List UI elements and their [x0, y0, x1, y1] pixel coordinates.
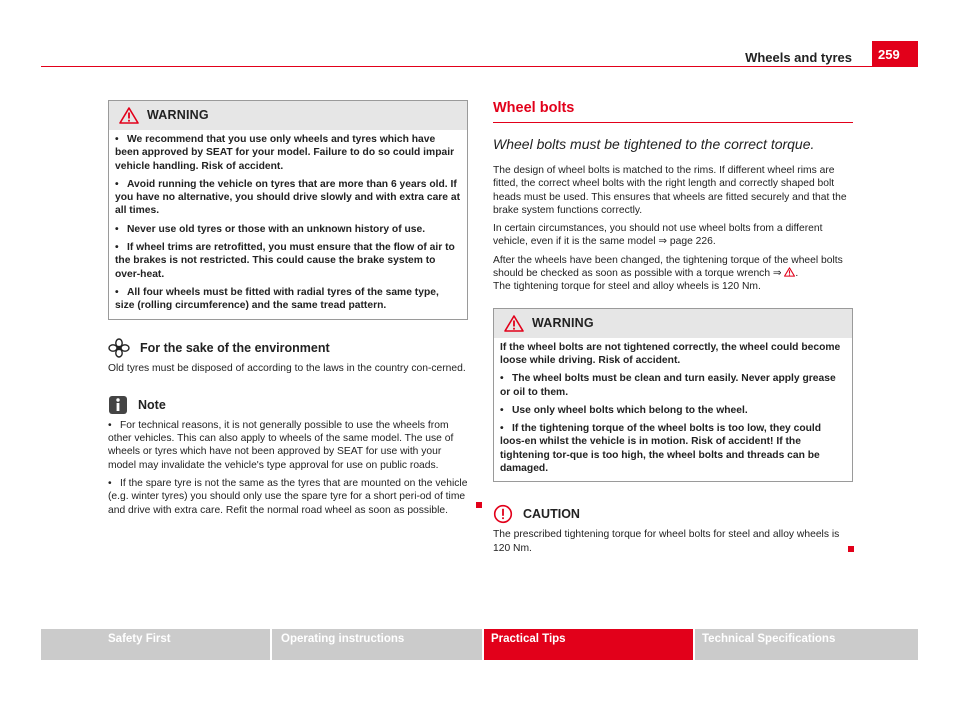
warning-body [109, 130, 467, 319]
caution-exclamation-icon [493, 504, 513, 524]
running-title: Wheels and tyres [745, 50, 852, 65]
environment-text: Old tyres must be disposed of according to the laws in the country con-cerned. [108, 362, 466, 374]
warning-item: • The wheel bolts must be clean and turn easily. Never apply grease or oil to them. [500, 373, 836, 398]
warning-item: • All four wheels must be fitted with radial tyres of the same type, size (rolling circumference) and the same tread pattern. [115, 286, 439, 312]
warning-triangle-icon [784, 267, 795, 277]
end-marker-icon [848, 546, 854, 552]
note-info-icon [108, 395, 128, 415]
caution-text: The prescribed tightening torque for wheel bolts for steel and alloy wheels is 120 Nm. [493, 528, 853, 555]
warning-item: • If wheel trims are retrofitted, you must ensure that the flow of air to the brakes is not restricted. This could cause the brake system to over-heat. [115, 242, 455, 280]
end-marker-icon [476, 502, 482, 508]
intro-text [493, 164, 853, 294]
footer-nav [41, 629, 918, 660]
warning-intro: If the wheel bolts are not tightened correctly, the wheel could become loose while driving. Risk of accident. [500, 341, 841, 366]
warning-item: • Use only wheel bolts which belong to the wheel. [500, 404, 748, 416]
note-body [108, 419, 468, 517]
paragraph: The design of wheel bolts is matched to the rims. If different wheel rims are fitted, the correct wheel bolts with the right length and correctly shaped bolt heads must be used. This ensures that wheels are fitted securely and that the brake system functions correctly. [493, 165, 847, 216]
warning-header [494, 309, 852, 338]
environment-flower-icon [108, 338, 130, 358]
caution-heading [493, 504, 853, 524]
caution-title: CAUTION [523, 507, 580, 522]
right-column [493, 100, 853, 555]
warning-title: WARNING [532, 315, 594, 330]
warning-item: • We recommend that you use only wheels and tyres which have been approved by SEAT for your model. Failure to do so could impair vehicle handling. Risk of accident. [115, 134, 455, 172]
note-heading [108, 395, 468, 415]
warning-item: • If the tightening torque of the wheel bolts is too low, they could loos-en whilst the vehicle is in motion. Risk of accident! If the tightening tor-que is too high, the wheel bolts and threads can be damaged. [500, 423, 822, 475]
footer-tab-technical-specifications[interactable]: Technical Specifications [695, 629, 918, 660]
paragraph: After the wheels have been changed, the tightening torque of the wheel bolts should be checked as soon as possible with a torque wrench ⇒ . [493, 254, 843, 280]
warning-item: • Never use old tyres or those with an unknown history of use. [115, 223, 426, 235]
note-title: Note [138, 397, 166, 412]
paragraph: The tightening torque for steel and alloy wheels is 120 Nm. [493, 281, 761, 293]
header-rule [41, 66, 918, 67]
left-column [108, 100, 468, 522]
paragraph: In certain circumstances, you should not use wheel bolts from a different vehicle, even if it is the same model ⇒ page 226. [493, 223, 823, 248]
note-item: • For technical reasons, it is not generally possible to use the wheels from other vehicles. This can also apply to wheels of the same model. The use of wheels or tyres which have not been approved by SEAT for use with your model may invalidate the vehicle's type approval for use on public roads. [108, 419, 454, 471]
warning-header [109, 101, 467, 130]
section-subheading: Wheel bolts must be tightened to the correct torque. [493, 136, 815, 152]
footer-tab-practical-tips[interactable]: Practical Tips [484, 629, 693, 660]
warning-body [494, 338, 852, 482]
section-heading: Wheel bolts [493, 100, 853, 123]
warning-triangle-icon [119, 107, 139, 124]
warning-item: • Avoid running the vehicle on tyres that are more than 6 years old. If you have no alternative, you should drive slowly and with extra care at all times. [115, 178, 461, 217]
warning-box [493, 308, 853, 483]
environment-heading [108, 338, 468, 358]
warning-title: WARNING [147, 107, 209, 122]
environment-title: For the sake of the environment [140, 340, 330, 355]
footer-tab-safety-first[interactable]: Safety First [41, 629, 270, 660]
warning-triangle-icon [504, 315, 524, 332]
footer-tab-operating-instructions[interactable]: Operating instructions [272, 629, 482, 660]
warning-box [108, 100, 468, 320]
note-item: • If the spare tyre is not the same as the tyres that are mounted on the vehicle (e.g. winter tyres) you should only use the spare tyre for a short peri-od of time and drive with extra care. Refit the normal road wheel as soon as possible. [108, 477, 482, 517]
page-number: 259 [872, 41, 918, 67]
